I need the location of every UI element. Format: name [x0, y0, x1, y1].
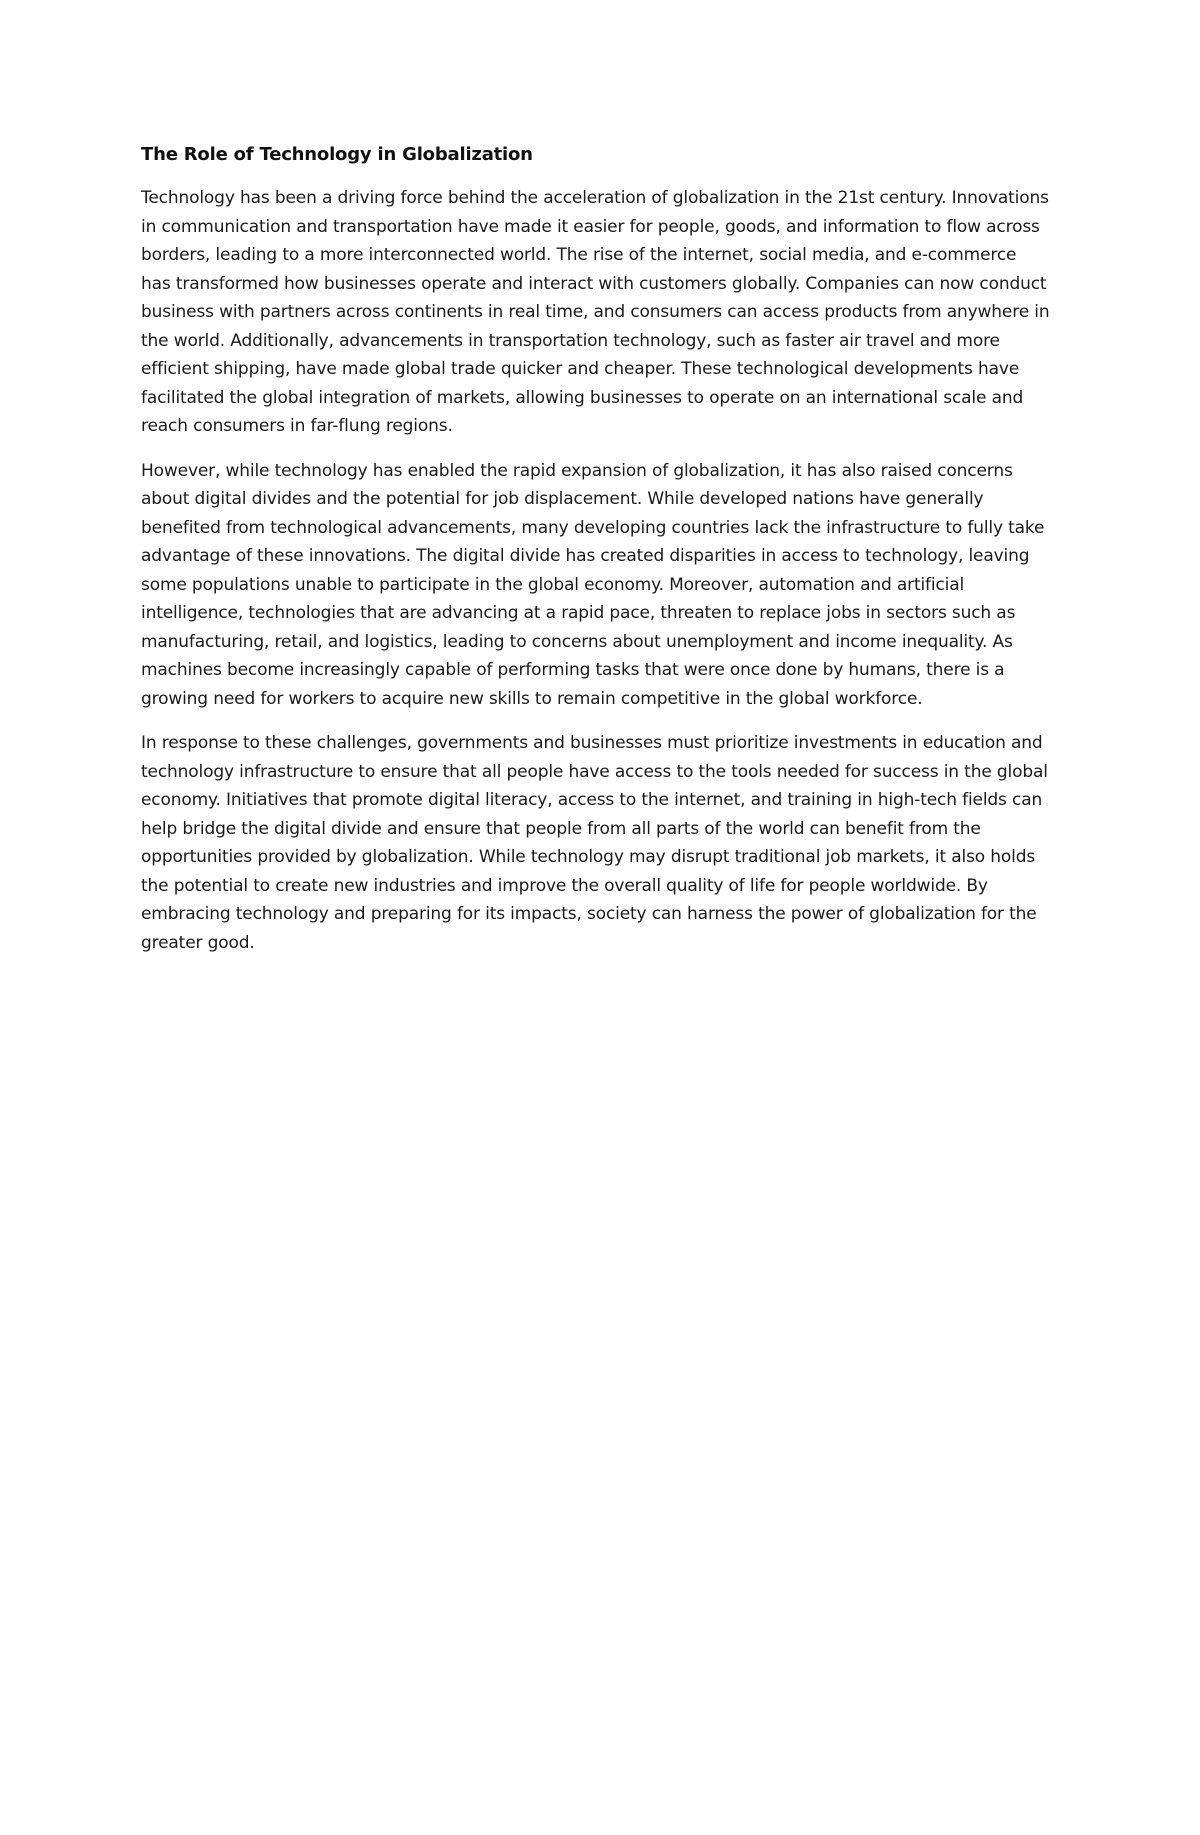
paragraph-2: However, while technology has enabled the rapid expansion of globalization, it has also raised concerns about digital divides and the potential for job displacement. While developed nations have generally benefited from technological advancements, many developing countries lack the infrastructure to fully take advantage of these innovations. The digital divide has created disparities in access to technology, leaving some populations unable to participate in the global economy. Moreover, automation and artificial intelligence, technologies that are advancing at a rapid pace, threaten to replace jobs in sectors such as manufacturing, retail, and logistics, leading to concerns about unemployment and income inequality. As machines become increasingly capable of performing tasks that were once done by humans, there is a growing need for workers to acquire new skills to remain competitive in the global workforce.	[141, 460, 1045, 709]
paragraph-3: In response to these challenges, governments and businesses must prioritize investments in education and technology infrastructure to ensure that all people have access to the tools needed for success in the global economy. Initiatives that promote digital literacy, access to the internet, and training in high-tech fields can help bridge the digital divide and ensure that people from all parts of the world can benefit from the opportunities provided by globalization. While technology may disrupt traditional job markets, it also holds the potential to create new industries and improve the overall quality of life for people worldwide. By embracing technology and preparing for its impacts, society can harness the power of globalization for the greater good.	[141, 733, 1048, 953]
document-body	[141, 142, 1051, 973]
document-title: The Role of Technology in Globalization	[141, 144, 533, 165]
paragraph-1: Technology has been a driving force behind the acceleration of globalization in the 21st century. Innovations in communication and transportation have made it easier for people, goods, and information to flow across borders, leading to a more interconnected world. The rise of the internet, social media, and e-commerce has transformed how businesses operate and interact with customers globally. Companies can now conduct business with partners across continents in real time, and consumers can access products from anywhere in the world. Additionally, advancements in transportation technology, such as faster air travel and more efficient shipping, have made global trade quicker and cheaper. These technological developments have facilitated the global integration of markets, allowing businesses to operate on an international scale and reach consumers in far-flung regions.	[141, 188, 1050, 436]
